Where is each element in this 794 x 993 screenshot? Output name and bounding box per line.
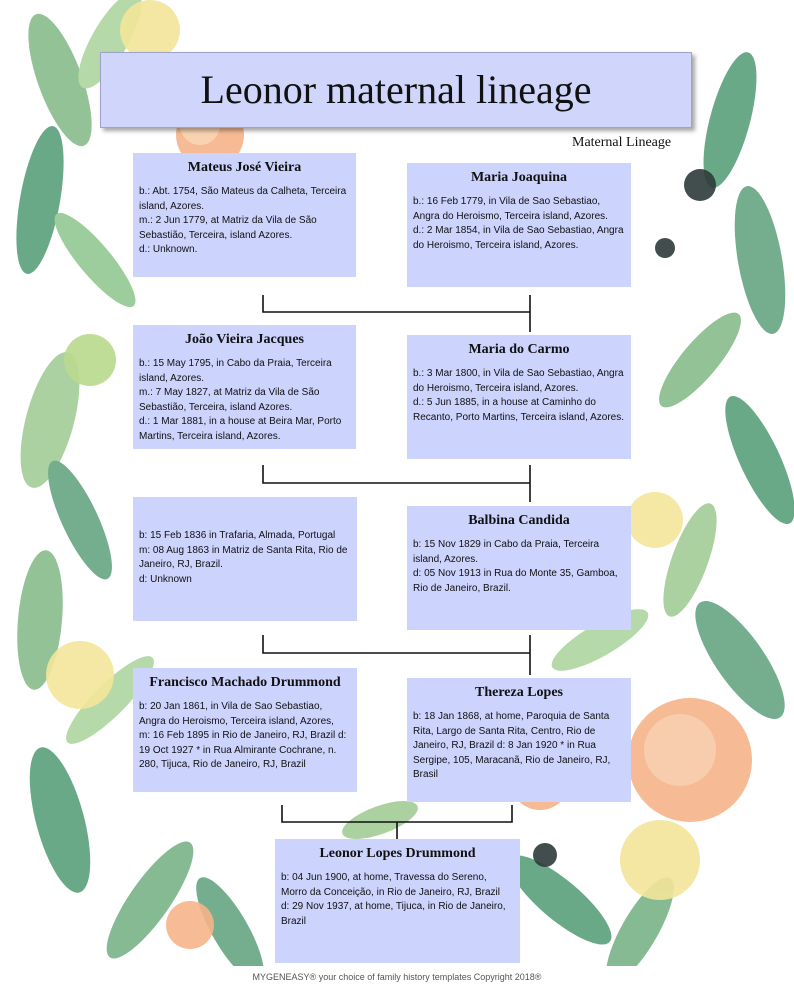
- person-name: Francisco Machado Drummond: [149, 675, 341, 690]
- person-name: Balbina Candida: [468, 513, 570, 528]
- person-birth: b.: 15 May 1795, in Cabo da Praia, Terceira island, Azores.: [139, 358, 332, 384]
- person-birth: b: 04 Jun 1900, at home, Travessa do Sereno, Morro da Conceição, in Rio de Janeiro, RJ, Brazil: [281, 872, 500, 898]
- person-name: João Vieira Jacques: [185, 332, 304, 347]
- person-name: Leonor Lopes Drummond: [319, 846, 476, 861]
- person-card-thereza-lopes: [407, 678, 631, 802]
- person-death: d: 29 Nov 1937, at home, Tijuca, in Rio de Janeiro, Brazil: [281, 901, 506, 927]
- person-card-joao-vieira-jacques: [133, 325, 356, 449]
- person-name: Thereza Lopes: [474, 685, 563, 700]
- person-birth: b.: 16 Feb 1779, in Vila de Sao Sebastiao, Angra do Heroismo, Terceira island, Azores.: [413, 196, 608, 222]
- person-name: Maria do Carmo: [468, 342, 570, 357]
- person-card-mateus-jose-vieira: [133, 153, 356, 277]
- person-birth: b: 15 Nov 1829 in Cabo da Praia, Terceira island, Azores.: [413, 539, 600, 565]
- title-banner: [100, 52, 692, 128]
- person-death: d.: 1 Mar 1881, in a house at Beira Mar, Porto Martins, Terceira island, Azores.: [139, 416, 342, 442]
- page-title: Leonor maternal lineage: [200, 67, 592, 112]
- person-card-unnamed: [133, 497, 357, 621]
- person-birth: b.: 3 Mar 1800, in Vila de Sao Sebastiao, Angra do Heroismo, Terceira island, Azores.: [413, 368, 624, 394]
- person-card-maria-joaquina: [407, 163, 631, 287]
- person-marriage: m.: 2 Jun 1779, at Matriz da Vila de São Sebastião, Terceira, island Azores.: [139, 215, 317, 241]
- person-marriage: m: 08 Aug 1863 in Matriz de Santa Rita, Rio de Janeiro, RJ, Brazil.: [139, 544, 348, 570]
- person-name: Maria Joaquina: [470, 170, 568, 185]
- footer-copyright: MYGENEASY® your choice of family history templates Copyright 2018®: [252, 972, 542, 982]
- person-death: d: 05 Nov 1913 in Rua do Monte 35, Gamboa, Rio de Janeiro, Brazil.: [413, 568, 618, 594]
- person-birth: b: 20 Jan 1861, in Vila de Sao Sebastiao, Angra do Heroismo, Terceira island, Azores,: [139, 701, 334, 727]
- person-death: d.: 2 Mar 1854, in Vila de Sao Sebastiao, Angra do Heroismo, Terceira island, Azores.: [413, 225, 624, 251]
- person-name: Mateus José Vieira: [187, 160, 302, 175]
- person-marriage-death: m: 16 Feb 1895 in Rio de Janeiro, RJ, Brazil d: 19 Oct 1927 * in Rua Almirante Cochrane, n. 280, Tijuca, Rio de Janeiro, RJ, Brazil: [139, 730, 347, 770]
- person-birth: b: 15 Feb 1836 in Trafaria, Almada, Portugal: [139, 530, 336, 541]
- person-death: d.: Unknown.: [139, 244, 198, 255]
- person-birth: b.: Abt. 1754, São Mateus da Calheta, Terceira island, Azores.: [139, 186, 347, 212]
- person-card-leonor-lopes-drummond: [275, 839, 520, 963]
- person-card-francisco-machado-drummond: [133, 668, 357, 792]
- person-death: d.: 5 Jun 1885, in a house at Caminho do Recanto, Porto Martins, Terceira island, Azores.: [413, 397, 625, 423]
- person-name: [139, 503, 351, 521]
- person-death: d: Unknown: [139, 573, 192, 585]
- person-birth-death: b: 18 Jan 1868, at home, Paroquia de Santa Rita, Largo de Santa Rita, Centro, Rio de Janeiro, RJ, Brazil d: 8 Jan 1920 * in Rua Sergipe, 105, Maracanã, Rio de Janeiro, RJ, Brasil: [413, 711, 611, 780]
- person-card-balbina-candida: [407, 506, 631, 630]
- subtitle: Maternal Lineage: [572, 135, 672, 150]
- person-card-maria-do-carmo: [407, 335, 631, 459]
- person-marriage: m.: 7 May 1827, at Matriz da Vila de São Sebastião, Terceira, island Azores.: [139, 387, 320, 413]
